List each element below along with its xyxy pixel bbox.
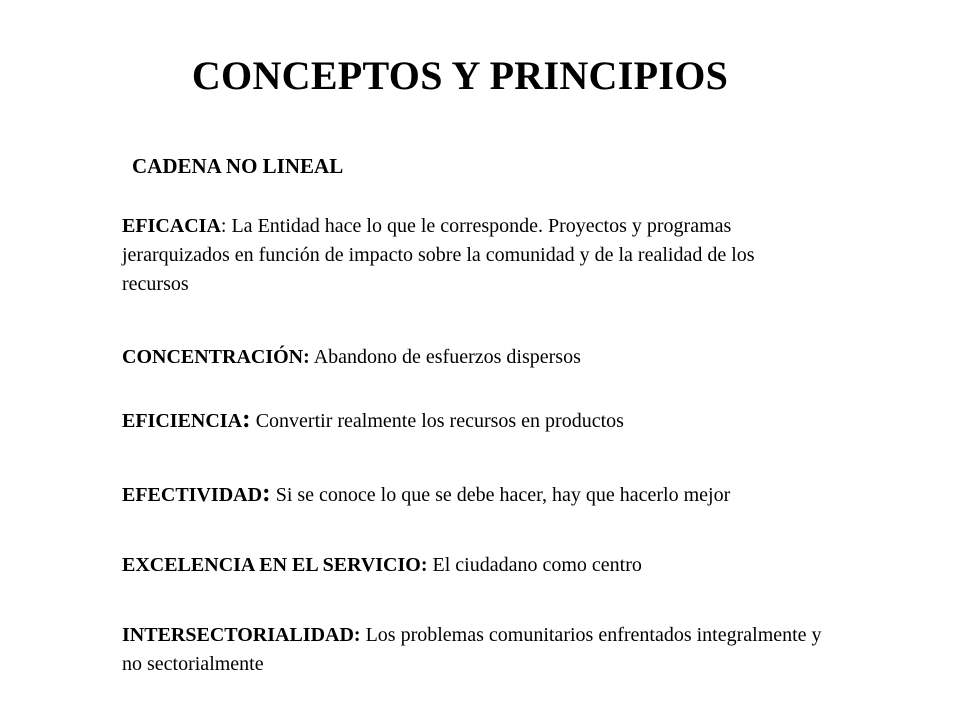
principle-term: CONCENTRACIÓN: — [122, 346, 310, 368]
principle-description: Los problemas comunitarios enfrentados integralmente y no sectorialmente — [122, 624, 822, 675]
principle-term: EFECTIVIDAD — [122, 484, 263, 506]
principle-term: EFICACIA — [122, 215, 221, 237]
principle-description: Abandono de esfuerzos dispersos — [309, 346, 581, 368]
slide-subtitle: CADENA NO LINEAL — [132, 154, 344, 178]
principle-term: EFICIENCIA — [122, 410, 243, 432]
principle-description: La Entidad hace lo que le corresponde. Proyectos y programas jerarquizados en función de impacto sobre la comunidad y de la realidad de los recursos — [122, 215, 755, 295]
principle-separator: : — [262, 478, 271, 507]
principle-intersectorialidad — [122, 621, 842, 679]
principle-term: INTERSECTORIALIDAD: — [122, 624, 361, 646]
principle-concentracion — [122, 343, 842, 372]
principle-separator: : — [220, 215, 227, 237]
principle-eficiencia — [122, 404, 882, 436]
principle-description: Si se conoce lo que se debe hacer, hay que hacerlo mejor — [270, 484, 731, 506]
principle-efectividad — [122, 478, 922, 510]
principle-excelencia — [122, 551, 882, 580]
principle-term: EXCELENCIA EN EL SERVICIO: — [122, 554, 428, 576]
principle-eficacia — [122, 212, 802, 299]
principle-description: El ciudadano como centro — [427, 554, 642, 576]
principle-separator: : — [242, 404, 251, 433]
slide-title: CONCEPTOS Y PRINCIPIOS — [191, 53, 729, 98]
principle-description: Convertir realmente los recursos en productos — [250, 410, 624, 432]
